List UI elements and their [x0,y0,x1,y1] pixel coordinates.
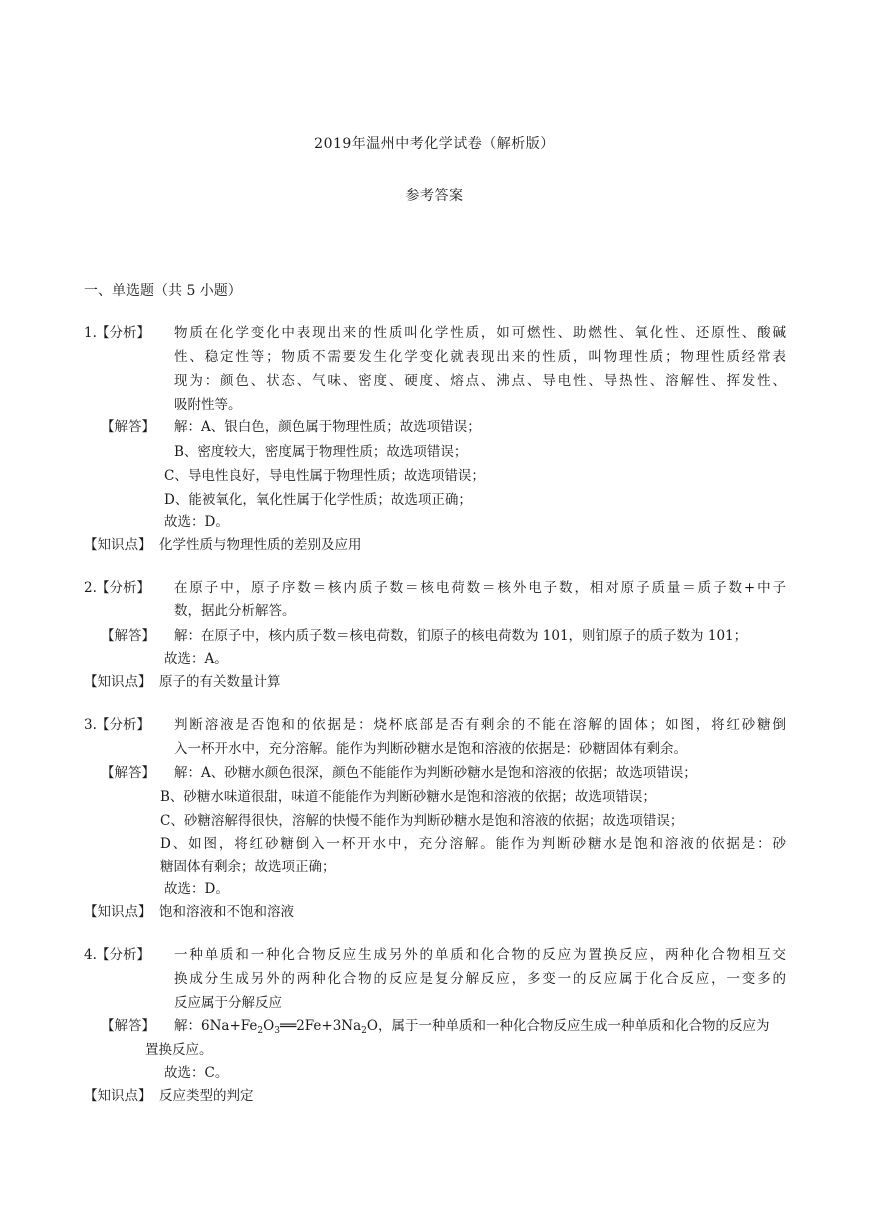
answer-label: 【解答】 [101,765,155,781]
answer-line: 解：在原子中，核内质子数＝核电荷数，钔原子的核电荷数为 101，则钔原子的质子数为 101； [174,628,748,644]
analysis-line: 一种单质和一种化合物反应生成另外的单质和化合物的反应为置换反应，两种化合物相互交 [174,947,786,963]
answer-line: 故选：A。 [164,651,228,667]
answer-line: B、密度较大，密度属于物理性质；故选项错误； [174,444,468,460]
analysis-line: 数，据此分析解答。 [174,603,296,619]
reaction-equation: 解：$6Na+Fe_2O_3══2Fe+3Na_2O$ [174,1018,378,1036]
question-number: 1. [84,325,97,341]
answer-line: 解：A、砂糖水颜色很深，颜色不能能作为判断砂糖水是饱和溶液的依据；故选项错误； [174,765,697,781]
document-subtitle: 参考答案 [405,188,464,204]
document-title: 2019年温州中考化学试卷（解析版） [314,136,555,152]
answer-label: 【解答】 [101,419,155,435]
analysis-line: 换成分生成另外的两种化合物的反应是复分解反应，多变一的反应属于化合反应，一变多的 [174,971,786,987]
answer-line: 置换反应。 [145,1042,213,1058]
analysis-label: 【分析】 [96,325,150,341]
knowledge-label: 【知识点】 [84,674,152,690]
analysis-line: 判断溶液是否饱和的依据是：烧杯底部是否有剩余的不能在溶解的固体；如图，将红砂糖倒 [174,717,786,733]
analysis-line: 反应属于分解反应 [174,995,282,1011]
answer-line: 故选：D。 [164,514,229,530]
question-number: 4. [84,947,97,963]
answer-label: 【解答】 [101,628,155,644]
analysis-line: 性、稳定性等；物质不需要发生化学变化就表现出来的性质，叫物理性质；物理性质经常表 [174,349,786,365]
knowledge-point: 原子的有关数量计算 [159,674,281,690]
answer-line: B、砂糖水味道很甜，味道不能能作为判断砂糖水是饱和溶液的依据；故选项错误； [160,789,656,805]
answer-line: C、砂糖溶解得很快，溶解的快慢不能作为判断砂糖水是饱和溶液的依据；故选项错误； [160,813,684,829]
analysis-line: 吸附性等。 [174,397,242,413]
knowledge-point: 反应类型的判定 [159,1088,254,1104]
analysis-line: 现为：颜色、状态、气味、密度、硬度、熔点、沸点、导电性、导热性、溶解性、挥发性、 [174,373,786,389]
answer-line: 解：A、银白色，颜色属于物理性质；故选项错误； [174,419,481,435]
knowledge-point: 化学性质与物理性质的差别及应用 [159,537,362,553]
answer-line: 故选：C。 [164,1065,229,1081]
answer-line: D、如图，将红砂糖倒入一杯开水中，充分溶解。能作为判断砂糖水是饱和溶液的依据是：砂 [160,836,786,852]
analysis-line: 入一杯开水中，充分溶解。能作为判断砂糖水是饱和溶液的依据是：砂糖固体有剩余。 [174,741,687,757]
answer-line: D、能被氧化，氧化性属于化学性质；故选项正确； [164,492,472,508]
answer-line: C、导电性良好，导电性属于物理性质；故选项错误； [164,468,485,484]
answer-line: 故选：D。 [164,881,229,897]
knowledge-label: 【知识点】 [84,904,152,920]
analysis-line: 物质在化学变化中表现出来的性质叫化学性质，如可燃性、助燃性、氧化性、还原性、酸碱 [174,325,786,341]
answer-line: 糖固体有剩余；故选项正确； [160,859,336,875]
question-number: 3. [84,717,97,733]
analysis-label: 【分析】 [96,717,150,733]
knowledge-point: 饱和溶液和不饱和溶液 [159,904,294,920]
knowledge-label: 【知识点】 [84,1088,152,1104]
answer-label: 【解答】 [101,1018,155,1034]
analysis-label: 【分析】 [96,580,150,596]
answer-line: 解：$6Na+Fe_2O_3══2Fe+3Na_2O$，属于一种单质和一种化合物反应生成一种单质和化合物的反应为 [174,1018,770,1036]
question-number: 2. [84,580,97,596]
analysis-label: 【分析】 [96,947,150,963]
section-heading: 一、单选题（共 5 小题） [84,283,242,299]
analysis-line: 在原子中，原子序数＝核内质子数＝核电荷数＝核外电子数，相对原子质量＝质子数+中子 [174,580,786,596]
knowledge-label: 【知识点】 [84,537,152,553]
